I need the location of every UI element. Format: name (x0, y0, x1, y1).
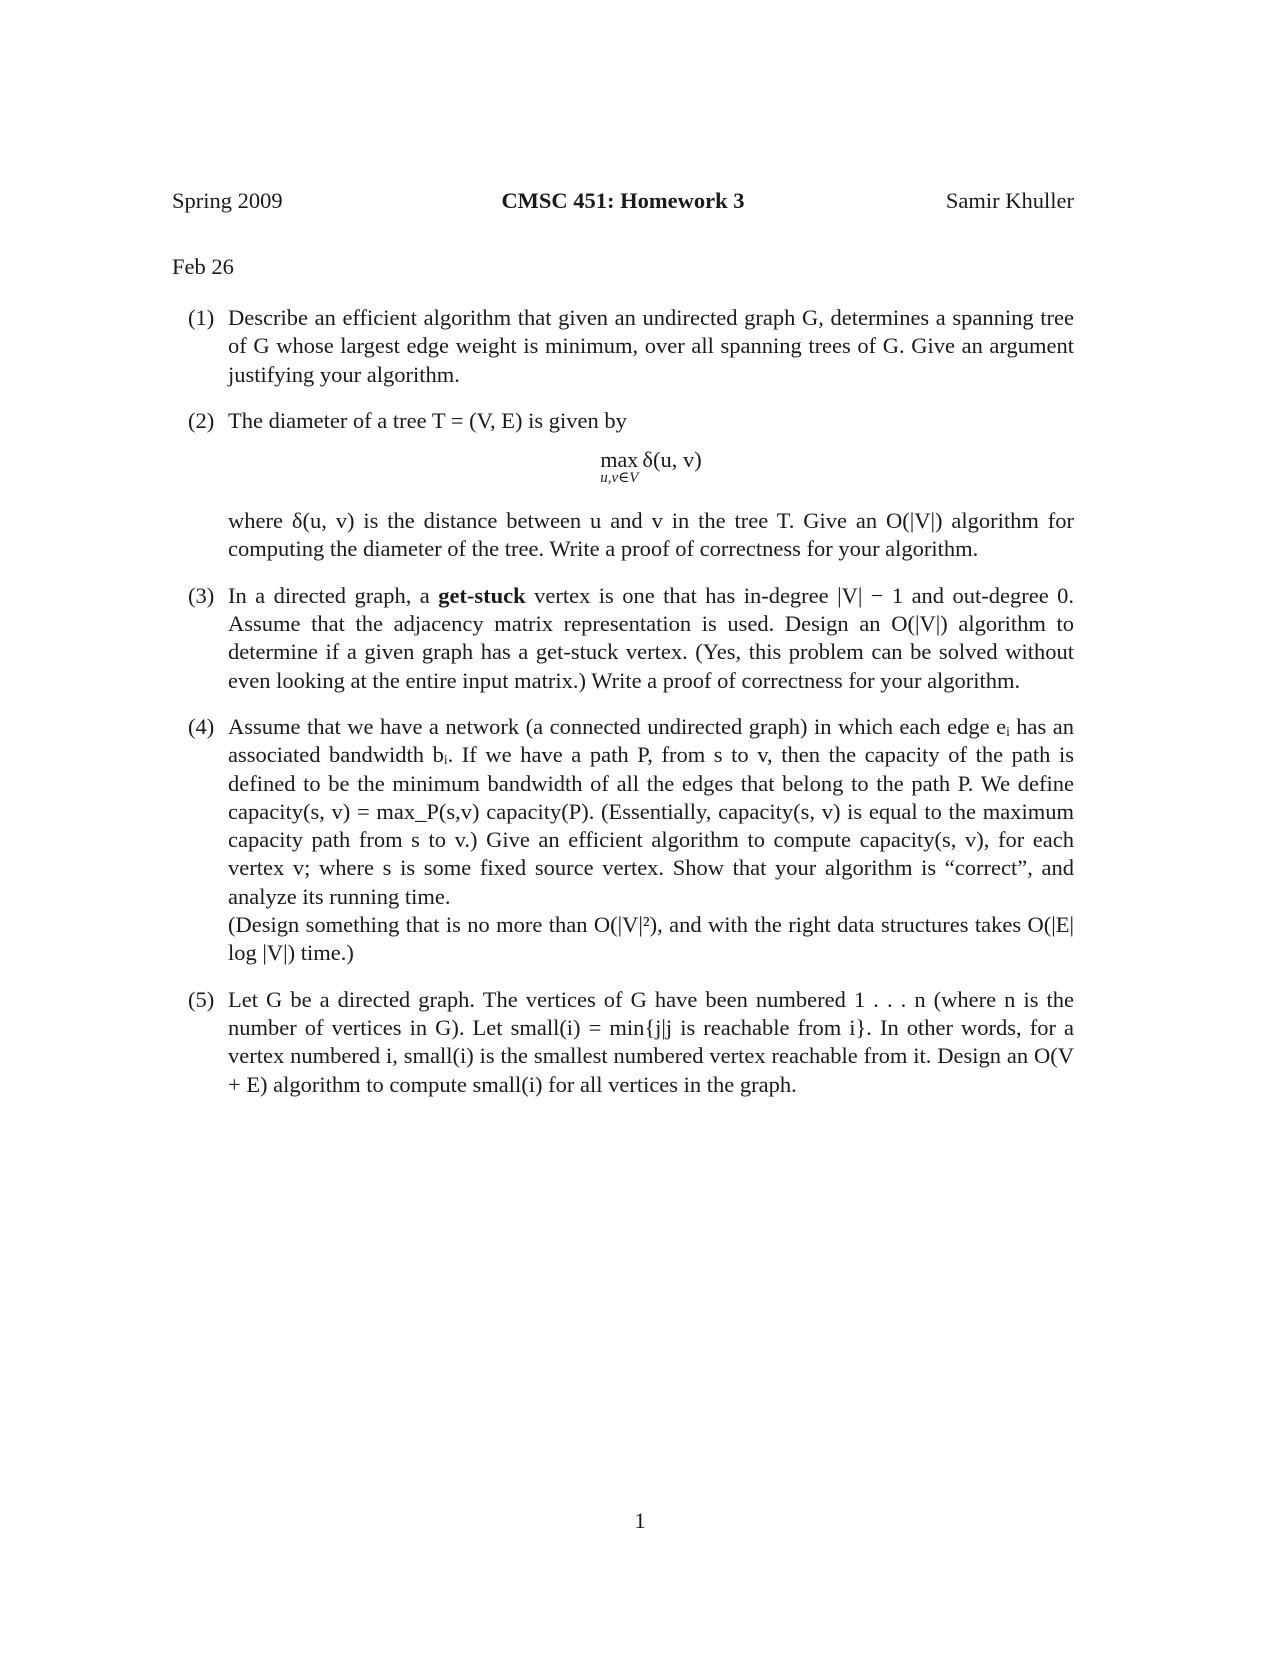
problem-number: (1) (188, 305, 215, 330)
problem-5 (188, 986, 1074, 1099)
problem-text: Assume that we have a network (a connected undirected graph) in which each edge eᵢ has an associated bandwidth bᵢ. If we have a path P, from s to v, then the capacity of the path is defined to be the minimum bandwidth of all the edges that belong to the path P. We define capacity(s, v) = max_P(s,v) capacity(P). (Essentially, capacity(s, v) is equal to the maximum capacity path from s to v.) Give an efficient algorithm to compute capacity(s, v), for each vertex v; where s is some fixed source vertex. Show that your algorithm is “correct”, and analyze its running time. (228, 713, 1074, 909)
problem-number: (3) (188, 582, 215, 608)
problem-list (188, 304, 1074, 1117)
problem-3 (188, 582, 1074, 695)
due-date: Feb 26 (172, 254, 234, 279)
problem-number: (4) (188, 713, 215, 739)
problem-hint: (Design something that is no more than O(|V|²), and with the right data structures takes O(|E| log |V|) time.) (228, 912, 1074, 966)
problem-text: Let G be a directed graph. The vertices of G have been numbered 1 . . . n (where n is the number of vertices in G). Let small(i) = min{j|j is reachable from i}. In other words, for a vertex numbered i, small(i) is the smallest numbered vertex reachable from it. Design an O(V + E) algorithm to compute small(i) for all vertices in the graph. (228, 986, 1074, 1097)
document-title: CMSC 451: Homework 3 (501, 188, 745, 213)
problem-text-pre: In a directed graph, a (228, 582, 439, 608)
page-number: 1 (634, 1508, 646, 1533)
max-subscript: u,v∈V (600, 470, 639, 487)
page-header (172, 188, 1074, 222)
problem-1 (188, 304, 1074, 389)
problem-number: (5) (188, 986, 215, 1012)
problem-text: Describe an efficient algorithm that given an undirected graph G, determines a spanning tree of G whose largest edge weight is minimum, over all spanning trees of G. Give an argument justifying your algorithm. (228, 305, 1074, 387)
problem-2 (188, 407, 1074, 564)
problem-text: where δ(u, v) is the distance between u and v in the tree T. Give an O(|V|) algorithm for computing the diameter of the tree. Write a proof of correctness for your algorithm. (228, 508, 1074, 562)
semester-label: Spring 2009 (172, 188, 283, 213)
problem-intro: The diameter of a tree T = (V, E) is given by (228, 407, 627, 433)
problem-text-post: vertex is one that has in-degree |V| − 1 and out-degree 0. Assume that the adjacency matrix representation is used. Design an O(|V|) algorithm to determine if a given graph has a get-stuck vertex. (Yes, this problem can be solved without even looking at the entire input matrix.) Write a proof of correctness for your algorithm. (228, 582, 1074, 693)
author-name: Samir Khuller (945, 188, 1074, 213)
diameter-formula (228, 449, 1074, 491)
problem-number: (2) (188, 407, 215, 433)
problem-text (228, 582, 1074, 695)
distance-expression: δ(u, v) (642, 447, 702, 473)
max-operator (600, 449, 638, 485)
max-label: max (600, 447, 639, 473)
problem-4 (188, 713, 1074, 968)
get-stuck-term: get-stuck (438, 582, 526, 608)
